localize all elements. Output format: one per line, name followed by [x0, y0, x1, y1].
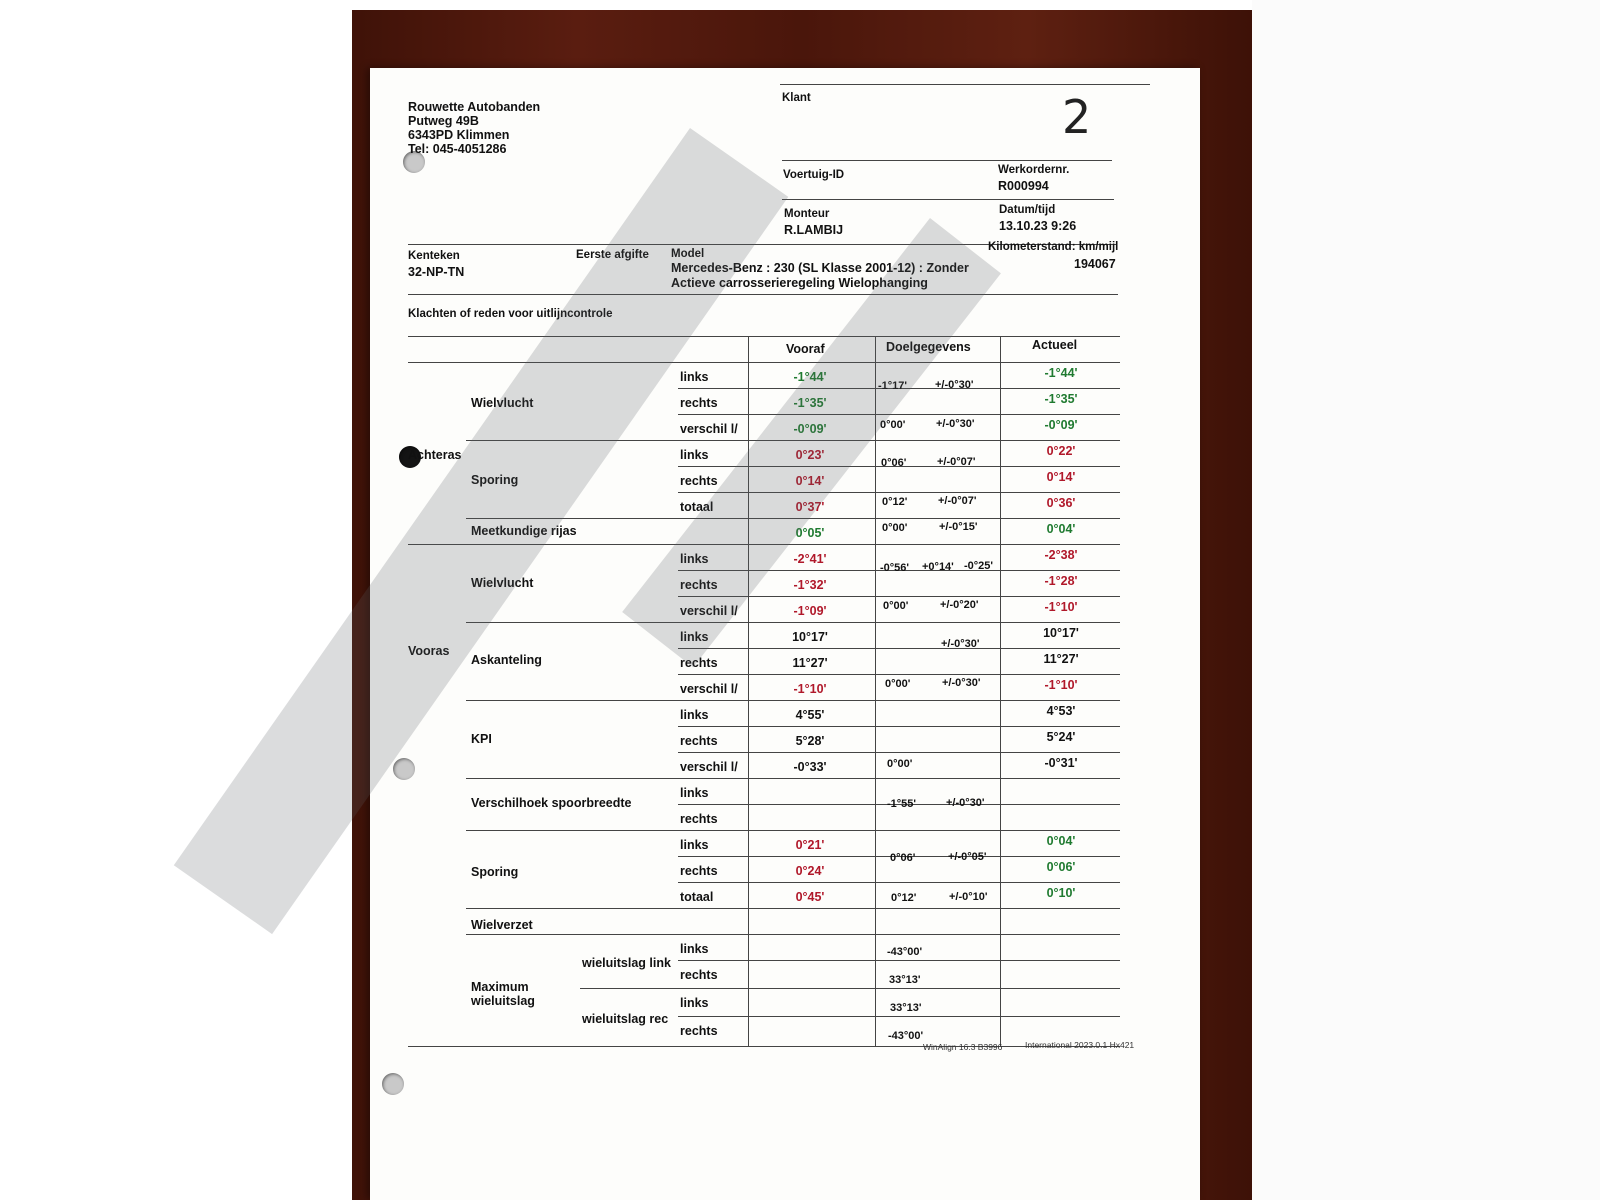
target-value: 0°00' — [887, 758, 913, 770]
sub-links: links — [680, 942, 709, 956]
actueel-value: 11°27' — [1043, 652, 1079, 666]
kilometerstand-label: Kilometerstand: km/mijl — [988, 241, 1119, 253]
actueel-value: -0°09' — [1044, 418, 1078, 432]
row-rule — [580, 988, 1120, 989]
sub-links: links — [680, 708, 709, 722]
row-rule — [678, 882, 1120, 883]
sub-links: links — [680, 630, 709, 644]
row-rule — [678, 960, 1120, 961]
target-tolerance: +/-0°15' — [939, 521, 978, 533]
handwritten-number: 2 — [1062, 90, 1092, 144]
header-rule-1 — [782, 160, 1112, 161]
row-rule — [466, 622, 1120, 623]
sub-verschil: verschil l/ — [680, 604, 738, 618]
target-value: -0°25' — [964, 560, 994, 572]
row-rule — [678, 752, 1120, 753]
row-rule — [466, 440, 1120, 441]
row-rule — [408, 544, 1120, 545]
group-meetkundige-rijas: Meetkundige rijas — [471, 524, 577, 538]
target-tolerance: +/-0°30' — [942, 677, 981, 689]
company-street: Putweg 49B — [408, 114, 479, 128]
header-rule-top — [780, 84, 1150, 85]
group-wieluitslag: wieluitslag — [471, 994, 535, 1008]
company-name: Rouwette Autobanden — [408, 100, 541, 114]
col-actueel-header: Actueel — [1032, 338, 1078, 352]
sub-rechts: rechts — [680, 396, 718, 410]
target-value: 33°13' — [890, 1002, 922, 1014]
werkorder-value: R000994 — [998, 179, 1049, 193]
sub-rechts: rechts — [680, 812, 718, 826]
actueel-value: 0°14' — [1046, 470, 1076, 484]
punch-hole-bottom — [382, 1073, 404, 1095]
actueel-value: 4°53' — [1046, 704, 1076, 718]
row-rule — [466, 518, 1120, 519]
target-value: -0°56' — [880, 562, 910, 574]
sub-rechts: rechts — [680, 1024, 718, 1038]
company-phone: Tel: 045-4051286 — [408, 142, 507, 156]
row-rule — [678, 1016, 1120, 1017]
datum-value: 13.10.23 9:26 — [999, 219, 1077, 233]
target-value: 0°00' — [882, 522, 908, 534]
voertuig-label: Voertuig-ID — [783, 169, 845, 181]
target-value: -43°00' — [887, 946, 923, 958]
target-value: 0°12' — [891, 892, 917, 904]
target-value: -43°00' — [888, 1030, 924, 1042]
sub-links: links — [680, 996, 709, 1010]
target-tolerance: +/-0°30' — [935, 379, 974, 391]
vooraf-value: -2°41' — [793, 552, 827, 566]
sub-verschil: verschil l/ — [680, 760, 738, 774]
actueel-value: -1°35' — [1044, 392, 1078, 406]
target-value: 0°00' — [880, 419, 906, 431]
target-tolerance: +/-0°10' — [949, 891, 988, 903]
target-tolerance: +/-0°07' — [938, 495, 977, 507]
group-wielvlucht-achter: Wielvlucht — [471, 396, 534, 410]
row-rule — [466, 934, 1120, 935]
header-rule-2 — [782, 199, 1114, 200]
row-rule — [678, 648, 1120, 649]
actueel-value: 10°17' — [1043, 626, 1079, 640]
vooraf-value: 0°24' — [795, 864, 825, 878]
target-value: -1°55' — [887, 798, 917, 810]
axle-achteras: Achteras — [408, 448, 462, 462]
table-rule-bottom — [408, 1046, 1120, 1047]
group-verschilhoek: Verschilhoek spoorbreedte — [471, 796, 632, 810]
target-tolerance: +/-0°30' — [946, 797, 985, 809]
kenteken-value: 32-NP-TN — [408, 265, 465, 279]
row-rule — [466, 908, 1120, 909]
sub-links: links — [680, 448, 709, 462]
kilometerstand-value: 194067 — [1074, 257, 1116, 271]
row-rule — [466, 700, 1120, 701]
group-wielvlucht-voor: Wielvlucht — [471, 576, 534, 590]
target-tolerance: +/-0°30' — [941, 638, 980, 650]
vooraf-value: 0°21' — [795, 838, 825, 852]
group-maximum: Maximum — [471, 980, 529, 994]
row-rule — [678, 596, 1120, 597]
col-divider-2 — [875, 336, 876, 1046]
background-wall — [1252, 0, 1600, 1200]
target-value: 0°00' — [883, 600, 909, 612]
actueel-value: -1°10' — [1044, 600, 1078, 614]
group-wieluitslag-rechts: wieluitslag rec — [582, 1012, 669, 1026]
actueel-value: 5°24' — [1046, 730, 1076, 744]
actueel-value: -1°44' — [1044, 366, 1078, 380]
datum-label: Datum/tijd — [999, 204, 1056, 216]
group-sporing-voor: Sporing — [471, 865, 519, 879]
actueel-value: 0°22' — [1046, 444, 1076, 458]
target-value: 0°12' — [882, 496, 908, 508]
group-askanteling: Askanteling — [471, 653, 542, 667]
group-wielverzet: Wielverzet — [471, 918, 533, 932]
vooraf-value: -0°09' — [793, 422, 827, 436]
sub-links: links — [680, 838, 709, 852]
monteur-label: Monteur — [784, 208, 830, 220]
table-rule-top — [408, 336, 1120, 337]
klant-label: Klant — [782, 92, 811, 104]
target-tolerance: +/-0°05' — [948, 851, 987, 863]
target-value: 33°13' — [889, 974, 921, 986]
eerste-afgifte-label: Eerste afgifte — [576, 249, 649, 261]
model-line2: Actieve carrosserieregeling Wielophanging — [671, 276, 928, 290]
target-value: -1°17' — [878, 380, 908, 392]
header-rule-4 — [408, 294, 1118, 295]
sub-totaal: totaal — [680, 500, 714, 514]
actueel-value: 0°06' — [1046, 860, 1076, 874]
actueel-value: -1°28' — [1044, 574, 1078, 588]
sub-verschil: verschil l/ — [680, 682, 738, 696]
company-city: 6343PD Klimmen — [408, 128, 510, 142]
sub-rechts: rechts — [680, 578, 718, 592]
vooraf-value: 11°27' — [792, 656, 828, 670]
actueel-value: -0°31' — [1044, 756, 1078, 770]
vooraf-value: 0°45' — [795, 890, 825, 904]
col-divider-3 — [1000, 336, 1001, 1046]
target-value: 0°06' — [881, 457, 907, 469]
sub-rechts: rechts — [680, 864, 718, 878]
klachten-label: Klachten of reden voor uitlijncontrole — [408, 308, 613, 320]
model-line1: Mercedes-Benz : 230 (SL Klasse 2001-12) : Zonder — [671, 261, 969, 275]
sub-totaal: totaal — [680, 890, 714, 904]
alignment-report-sheet — [370, 68, 1200, 1200]
vooraf-value: 10°17' — [792, 630, 828, 644]
vooraf-value: 0°23' — [795, 448, 825, 462]
actueel-value: 0°04' — [1046, 522, 1076, 536]
vooraf-value: 0°14' — [795, 474, 825, 488]
row-rule — [678, 492, 1120, 493]
vooraf-value: -1°10' — [793, 682, 827, 696]
table-header-rule — [408, 362, 1120, 363]
kenteken-label: Kenteken — [408, 250, 460, 262]
vooraf-value: 5°28' — [795, 734, 825, 748]
row-rule — [678, 726, 1120, 727]
sub-links: links — [680, 786, 709, 800]
sub-links: links — [680, 370, 709, 384]
model-label: Model — [671, 248, 705, 260]
col-doel-header: Doelgegevens — [886, 340, 971, 354]
target-tolerance: +/-0°07' — [937, 456, 976, 468]
target-tolerance: +/-0°30' — [936, 418, 975, 430]
row-rule — [466, 778, 1120, 779]
vooraf-value: -1°32' — [793, 578, 827, 592]
vooraf-value: -0°33' — [793, 760, 827, 774]
software-version: WinAlign 16.3 B3996 — [923, 1042, 1003, 1052]
target-value: 0°00' — [885, 678, 911, 690]
sub-verschil: verschil l/ — [680, 422, 738, 436]
werkorder-label: Werkordernr. — [998, 164, 1070, 176]
group-wieluitslag-links: wieluitslag link — [582, 956, 671, 970]
sub-rechts: rechts — [680, 734, 718, 748]
software-build: International 2023.0.1 Hx421 — [1025, 1040, 1135, 1050]
group-kpi: KPI — [471, 732, 492, 746]
row-rule — [678, 414, 1120, 415]
vooraf-value: -1°44' — [793, 370, 827, 384]
punch-hole-lower — [393, 758, 415, 780]
col-divider-1 — [748, 336, 749, 1046]
actueel-value: 0°10' — [1046, 886, 1076, 900]
sub-links: links — [680, 552, 709, 566]
actueel-value: 0°04' — [1046, 834, 1076, 848]
axle-vooras: Vooras — [408, 644, 450, 658]
row-rule — [678, 674, 1120, 675]
target-value: +0°14' — [922, 561, 954, 573]
vooraf-value: 0°05' — [795, 526, 825, 540]
actueel-value: -2°38' — [1044, 548, 1078, 562]
target-value: 0°06' — [890, 852, 916, 864]
group-sporing-achter: Sporing — [471, 473, 519, 487]
col-vooraf-header: Vooraf — [786, 342, 825, 356]
target-tolerance: +/-0°20' — [940, 599, 979, 611]
vooraf-value: 4°55' — [795, 708, 825, 722]
monteur-value: R.LAMBIJ — [784, 223, 844, 237]
row-rule — [466, 830, 1120, 831]
vooraf-value: -1°09' — [793, 604, 827, 618]
sub-rechts: rechts — [680, 656, 718, 670]
actueel-value: 0°36' — [1046, 496, 1076, 510]
sub-rechts: rechts — [680, 968, 718, 982]
actueel-value: -1°10' — [1044, 678, 1078, 692]
vooraf-value: 0°37' — [795, 500, 825, 514]
vooraf-value: -1°35' — [793, 396, 827, 410]
sub-rechts: rechts — [680, 474, 718, 488]
